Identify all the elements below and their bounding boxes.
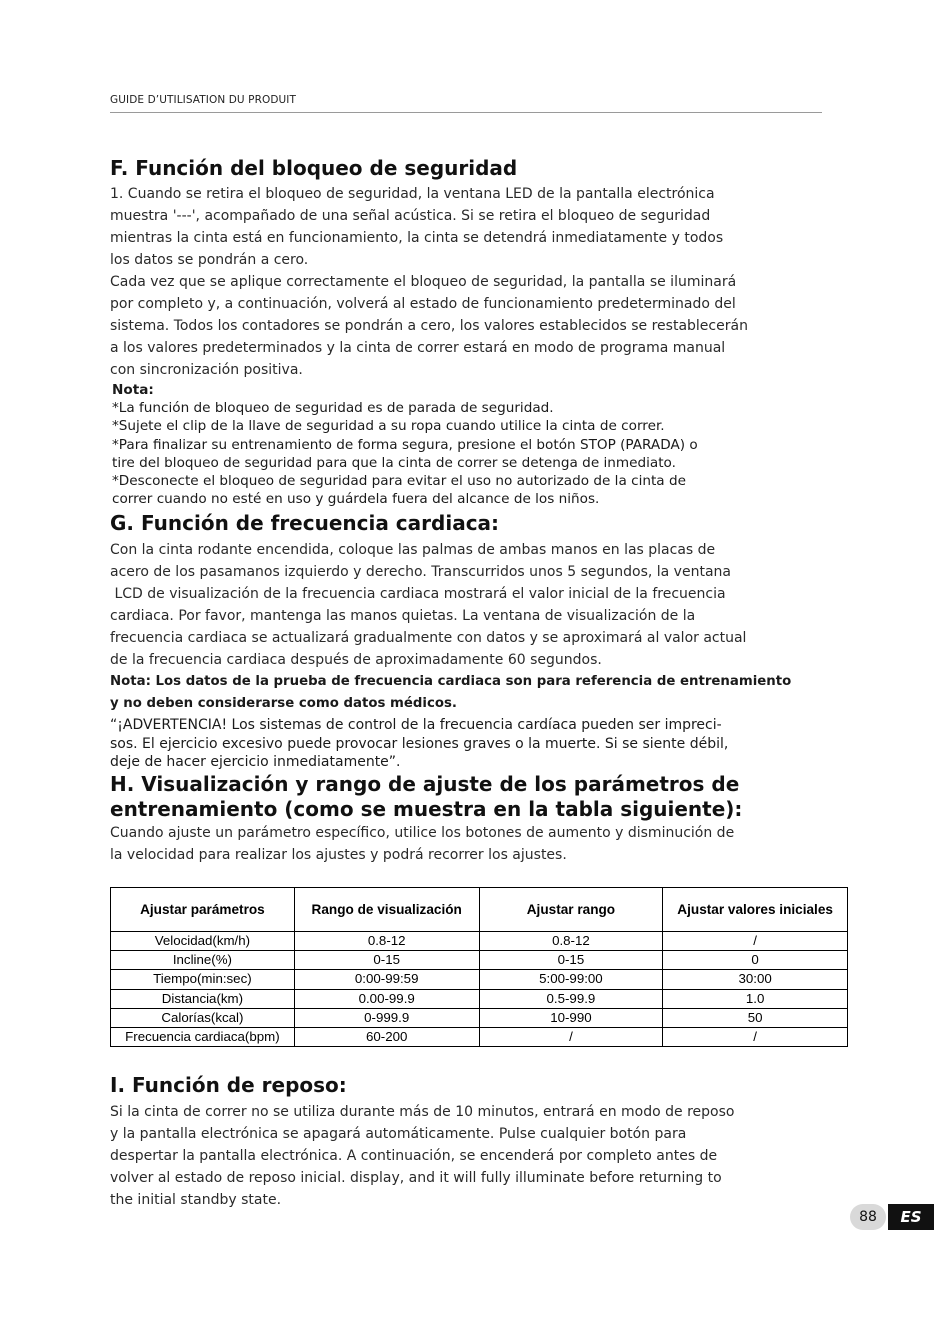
column-header: Ajustar valores iniciales: [663, 888, 848, 932]
table-cell: 60-200: [294, 1027, 479, 1046]
text-line: con sincronización positiva.: [110, 362, 303, 378]
section-f-title: F. Función del bloqueo de seguridad: [110, 156, 518, 180]
table-cell: 50: [663, 1008, 848, 1027]
table-cell: 0-15: [479, 951, 663, 970]
text-line: LCD de visualización de la frecuencia cardiaca mostrará el valor inicial de la frecuencia: [110, 586, 726, 602]
table-cell: Velocidad(km/h): [111, 932, 295, 951]
text-line: acero de los pasamanos izquierdo y derecho. Transcurridos unos 5 segundos, la ventana: [110, 564, 731, 580]
text-line: volver al estado de reposo inicial. display, and it will fully illuminate before returning to: [110, 1170, 722, 1186]
table-cell: 10-990: [479, 1008, 663, 1027]
table-cell: 0.8-12: [294, 932, 479, 951]
table-cell: 0:00-99:59: [294, 970, 479, 989]
column-header: Ajustar parámetros: [111, 888, 295, 932]
table-cell: Frecuencia cardiaca(bpm): [111, 1027, 295, 1046]
section-h-body: [110, 822, 850, 866]
text-line: despertar la pantalla electrónica. A continuación, se encenderá por completo antes de: [110, 1148, 718, 1164]
section-g-body: [110, 539, 850, 671]
table-cell: 5:00-99:00: [479, 970, 663, 989]
text-line: Si la cinta de correr no se utiliza durante más de 10 minutos, entrará en modo de reposo: [110, 1104, 735, 1120]
table-cell: Calorías(kcal): [111, 1008, 295, 1027]
table-cell: /: [663, 932, 848, 951]
text-line: Con la cinta rodante encendida, coloque las palmas de ambas manos en las placas de: [110, 542, 716, 558]
text-line: muestra '---', acompañado de una señal acústica. Si se retira el bloqueo de seguridad: [110, 208, 711, 224]
language-tab: ES: [888, 1204, 934, 1230]
note-line: correr cuando no esté en uso y guárdela fuera del alcance de los niños.: [112, 491, 600, 508]
title-line: H. Visualización y rango de ajuste de los parámetros de: [110, 772, 740, 796]
text-line: por completo y, a continuación, volverá al estado de funcionamiento predeterminado del: [110, 296, 736, 312]
section-i-body: [110, 1101, 850, 1211]
table-cell: Incline(%): [111, 951, 295, 970]
note-line: tire del bloqueo de seguridad para que la cinta de correr se detenga de inmediato.: [112, 454, 676, 471]
table-cell: 0-999.9: [294, 1008, 479, 1027]
column-header: Ajustar rango: [479, 888, 663, 932]
page-badge: [850, 1204, 934, 1230]
section-g-warning: [110, 716, 850, 772]
table-cell: 30:00: [663, 970, 848, 989]
table-row: [111, 932, 848, 951]
title-line: entrenamiento (como se muestra en la tabla siguiente):: [110, 797, 743, 821]
text-line: Cuando ajuste un parámetro específico, utilice los botones de aumento y disminución de: [110, 825, 735, 841]
table-header-row: [111, 888, 848, 932]
table-row: [111, 970, 848, 989]
section-g-bold-note: [110, 671, 850, 715]
text-line: de la frecuencia cardiaca después de aproximadamente 60 segundos.: [110, 652, 602, 668]
table-cell: /: [663, 1027, 848, 1046]
table-cell: 0.8-12: [479, 932, 663, 951]
section-g-title: G. Función de frecuencia cardiaca:: [110, 511, 500, 535]
running-header: GUIDE D’UTILISATION DU PRODUIT: [110, 94, 822, 113]
note-line: y no deben considerarse como datos médicos.: [110, 696, 457, 711]
text-line: y la pantalla electrónica se apagará automáticamente. Pulse cualquier botón para: [110, 1126, 687, 1142]
section-i-title: I. Función de reposo:: [110, 1073, 347, 1097]
note-title: Nota:: [112, 382, 154, 398]
section-f-body: [110, 183, 850, 381]
text-line: mientras la cinta está en funcionamiento, la cinta se detendrá inmediatamente y todos: [110, 230, 724, 246]
note-line: *Para finalizar su entrenamiento de forma segura, presione el botón STOP (PARADA) o: [112, 436, 698, 453]
table-cell: 0: [663, 951, 848, 970]
table-row: [111, 1008, 848, 1027]
text-line: los datos se pondrán a cero.: [110, 252, 309, 268]
note-line: *Desconecte el bloqueo de seguridad para evitar el uso no autorizado de la cinta de: [112, 473, 686, 490]
note-line: Nota: Los datos de la prueba de frecuencia cardiaca son para referencia de entrenamiento: [110, 674, 792, 689]
text-line: cardiaca. Por favor, mantenga las manos quietas. La ventana de visualización de la: [110, 608, 696, 624]
table-cell: Tiempo(min:sec): [111, 970, 295, 989]
table-row: [111, 951, 848, 970]
text-line: a los valores predeterminados y la cinta de correr estará en modo de programa manual: [110, 340, 726, 356]
table-row: [111, 989, 848, 1008]
table-cell: /: [479, 1027, 663, 1046]
section-f-note: [112, 381, 852, 508]
text-line: Cada vez que se aplique correctamente el bloqueo de seguridad, la pantalla se iluminará: [110, 274, 737, 290]
text-line: the initial standby state.: [110, 1192, 282, 1208]
text-line: frecuencia cardiaca se actualizará gradualmente con datos y se aproximará al valor actual: [110, 630, 747, 646]
section-h-title: [110, 772, 742, 822]
text-line: la velocidad para realizar los ajustes y podrá recorrer los ajustes.: [110, 847, 567, 863]
column-header: Rango de visualización: [294, 888, 479, 932]
note-line: *La función de bloqueo de seguridad es de parada de seguridad.: [112, 400, 554, 417]
warning-line: deje de hacer ejercicio inmediatamente”.: [110, 754, 401, 770]
note-line: *Sujete el clip de la llave de seguridad a su ropa cuando utilice la cinta de correr.: [112, 418, 665, 435]
text-line: sistema. Todos los contadores se pondrán a cero, los valores establecidos se restablecerán: [110, 318, 748, 334]
table-row: [111, 1027, 848, 1046]
warning-line: sos. El ejercicio excesivo puede provocar lesiones graves o la muerte. Si se siente débil,: [110, 735, 729, 752]
table-cell: 1.0: [663, 989, 848, 1008]
page-number: 88: [850, 1204, 886, 1230]
parameters-table: [110, 887, 848, 1047]
table-cell: Distancia(km): [111, 989, 295, 1008]
table-cell: 0.00-99.9: [294, 989, 479, 1008]
text-line: 1. Cuando se retira el bloqueo de seguridad, la ventana LED de la pantalla electrónica: [110, 186, 715, 202]
table-cell: 0-15: [294, 951, 479, 970]
warning-line: “¡ADVERTENCIA! Los sistemas de control de la frecuencia cardíaca pueden ser impreci-: [110, 717, 722, 733]
table-cell: 0.5-99.9: [479, 989, 663, 1008]
